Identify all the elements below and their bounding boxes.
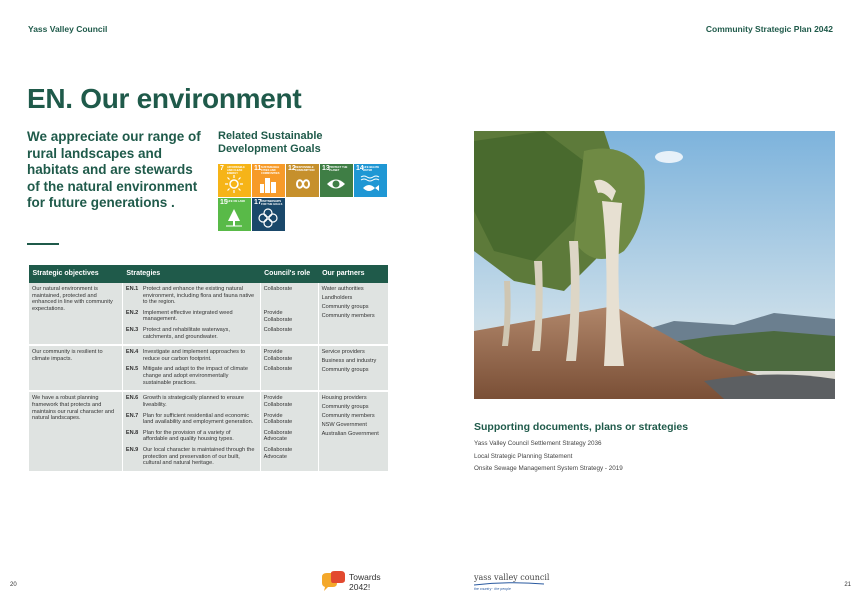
sdg-label: PROTECT THE PLANET bbox=[329, 166, 348, 172]
partner-item: Business and industry bbox=[321, 358, 377, 365]
strategy-item bbox=[126, 366, 257, 386]
header-council-name: Yass Valley Council bbox=[28, 24, 108, 34]
objective-text: Our community is resilient to climate impacts. bbox=[32, 349, 103, 362]
sdg-label: AFFORDABLE AND CLEAN ENERGY bbox=[227, 166, 245, 175]
role-cell bbox=[260, 345, 318, 391]
strategy-text: Plan for the provision of a variety of affordable and quality housing types. bbox=[142, 429, 234, 443]
objectives-table bbox=[28, 265, 388, 471]
table-row bbox=[29, 345, 389, 391]
role-text: Collaborate bbox=[263, 366, 293, 373]
council-logo-name: yass valley council bbox=[474, 573, 550, 582]
col-header-partners: Our partners bbox=[318, 265, 388, 283]
sdg-label: LIFE BELOW WATER bbox=[363, 166, 379, 172]
page-title: EN. Our environment bbox=[27, 83, 302, 114]
role-text: Collaborate Advocate bbox=[263, 429, 293, 443]
towards-2042-text: Towards 2042! bbox=[349, 572, 381, 592]
strategies-cell bbox=[122, 345, 260, 391]
strategy-item bbox=[126, 286, 257, 306]
strategy-code: EN.8 bbox=[125, 429, 139, 436]
sdg-number: 12 bbox=[288, 165, 296, 172]
list-item: Yass Valley Council Settlement Strategy 2036 bbox=[474, 440, 602, 447]
supporting-docs-list bbox=[474, 438, 623, 476]
partner-item: Community groups bbox=[321, 303, 369, 310]
sdg-tile-11 bbox=[252, 164, 285, 197]
sdg-label: PARTNERSHIPS FOR THE GOALS bbox=[261, 200, 283, 206]
table-row bbox=[29, 391, 389, 471]
partner-item: Housing providers bbox=[321, 395, 367, 402]
strategy-text: Protect and enhance the existing natural environment, including flora and fauna native to the region. bbox=[142, 286, 255, 306]
strategy-item bbox=[126, 447, 257, 467]
supporting-docs-heading: Supporting documents, plans or strategies bbox=[474, 421, 689, 433]
strategies-cell bbox=[122, 391, 260, 471]
sdg-number: 13 bbox=[322, 165, 330, 172]
role-text: Collaborate Advocate bbox=[263, 446, 293, 460]
col-header-role: Council's role bbox=[260, 265, 318, 283]
towards-2042-logo bbox=[320, 571, 381, 593]
strategy-code: EN.3 bbox=[125, 326, 139, 333]
objective-cell bbox=[29, 283, 123, 345]
partner-item: Australian Government bbox=[321, 431, 379, 438]
strategy-text: Mitigate and adapt to the impact of climate change and adopt environmentally sustainable practices. bbox=[142, 366, 248, 386]
sdg-number: 7 bbox=[220, 165, 224, 172]
speech-bubbles-icon bbox=[320, 571, 346, 593]
strategy-code: EN.7 bbox=[125, 412, 139, 419]
col-header-strategies: Strategies bbox=[122, 265, 260, 283]
objective-cell bbox=[29, 391, 123, 471]
partner-item: Community members bbox=[321, 413, 375, 420]
sdg-tile-12 bbox=[286, 164, 319, 197]
col-header-objectives: Strategic objectives bbox=[29, 265, 123, 283]
partners-cell bbox=[318, 283, 388, 345]
intro-statement: We appreciate our range of rural landscapes and habitats and are stewards of the natural environment for future generations . bbox=[27, 129, 201, 210]
strategy-item bbox=[126, 327, 257, 340]
objective-text: We have a robust planning framework that protects and maintains our rural character and natural landscapes. bbox=[32, 395, 115, 422]
strategy-item bbox=[126, 430, 257, 443]
strategy-item bbox=[126, 310, 257, 323]
list-item: Onsite Sewage Management System Strategy - 2019 bbox=[474, 465, 623, 472]
list-item: Local Strategic Planning Statement bbox=[474, 452, 573, 460]
strategy-item bbox=[126, 395, 257, 408]
role-cell bbox=[260, 391, 318, 471]
partner-item: Community members bbox=[321, 312, 375, 319]
strategy-text: Our local character is maintained through the protection and preservation of our built, cultural and natural heritage. bbox=[142, 446, 255, 467]
strategy-item bbox=[126, 413, 257, 426]
strategies-cell bbox=[122, 283, 260, 345]
landscape-illustration bbox=[474, 131, 835, 399]
sdg-tile-14 bbox=[354, 164, 387, 197]
role-text: Provide Collaborate bbox=[263, 412, 293, 426]
strategy-text: Growth is strategically planned to ensure liveability. bbox=[142, 395, 244, 408]
role-text: Collaborate bbox=[263, 286, 293, 292]
sdg-number: 14 bbox=[356, 165, 364, 172]
strategy-code: EN.6 bbox=[125, 395, 139, 402]
sdg-number: 15 bbox=[220, 199, 228, 206]
landscape-photo bbox=[474, 131, 835, 399]
sdg-tile-13 bbox=[320, 164, 353, 197]
partner-item: Landholders bbox=[321, 294, 353, 301]
partners-cell bbox=[318, 345, 388, 391]
role-text: Provide Collaborate bbox=[263, 349, 293, 362]
table-header-row bbox=[29, 265, 389, 283]
sdg-label: RESPONSIBLE CONSUMPTION bbox=[295, 166, 315, 172]
strategy-code: EN.4 bbox=[125, 349, 139, 356]
sdg-heading: Related Sustainable Development Goals bbox=[218, 130, 323, 155]
sdg-tile-7 bbox=[218, 164, 251, 197]
strategy-text: Investigate and implement approaches to reduce our carbon footprint. bbox=[142, 349, 246, 362]
strategy-item bbox=[126, 349, 257, 362]
strategy-text: Protect and rehabilitate waterways, catchments, and groundwater. bbox=[142, 326, 230, 340]
council-logo-tagline: the country · the people bbox=[474, 587, 511, 591]
strategy-text: Plan for sufficient residential and economic land availability and employment generation. bbox=[142, 412, 254, 426]
partner-item: Service providers bbox=[321, 349, 365, 356]
sdg-label: SUSTAINABLE CITIES AND COMMUNITIES bbox=[261, 166, 280, 175]
page-number-left: 20 bbox=[10, 582, 17, 588]
role-text: Provide Collaborate bbox=[263, 310, 293, 323]
partner-item: NSW Government bbox=[321, 422, 367, 429]
partner-item: Water authorities bbox=[321, 286, 364, 292]
partner-item: Community groups bbox=[321, 404, 369, 411]
objective-cell bbox=[29, 345, 123, 391]
divider bbox=[27, 243, 59, 245]
sdg-grid bbox=[218, 164, 390, 231]
sdg-number: 17 bbox=[254, 199, 262, 206]
strategy-text: Implement effective integrated weed management. bbox=[142, 309, 233, 323]
strategy-code: EN.9 bbox=[125, 446, 139, 453]
strategy-code: EN.1 bbox=[125, 286, 139, 292]
council-logo bbox=[474, 573, 549, 591]
role-text: Provide Collaborate bbox=[263, 395, 293, 408]
partner-item: Community groups bbox=[321, 367, 369, 374]
page-number-right: 21 bbox=[844, 582, 851, 588]
sdg-number: 11 bbox=[254, 165, 262, 172]
partners-cell bbox=[318, 391, 388, 471]
sdg-label: LIFE ON LAND bbox=[227, 200, 246, 203]
strategy-code: EN.5 bbox=[125, 366, 139, 373]
objective-text: Our natural environment is maintained, protected and enhanced in line with community expectations. bbox=[32, 286, 113, 312]
sdg-tile-17 bbox=[252, 198, 285, 231]
sdg-tile-15 bbox=[218, 198, 251, 231]
table-row bbox=[29, 283, 389, 345]
role-text: Collaborate bbox=[263, 327, 293, 334]
strategy-code: EN.2 bbox=[125, 309, 139, 316]
role-cell bbox=[260, 283, 318, 345]
header-plan-title: Community Strategic Plan 2042 bbox=[705, 24, 833, 34]
logo-swoosh-icon bbox=[474, 582, 544, 586]
